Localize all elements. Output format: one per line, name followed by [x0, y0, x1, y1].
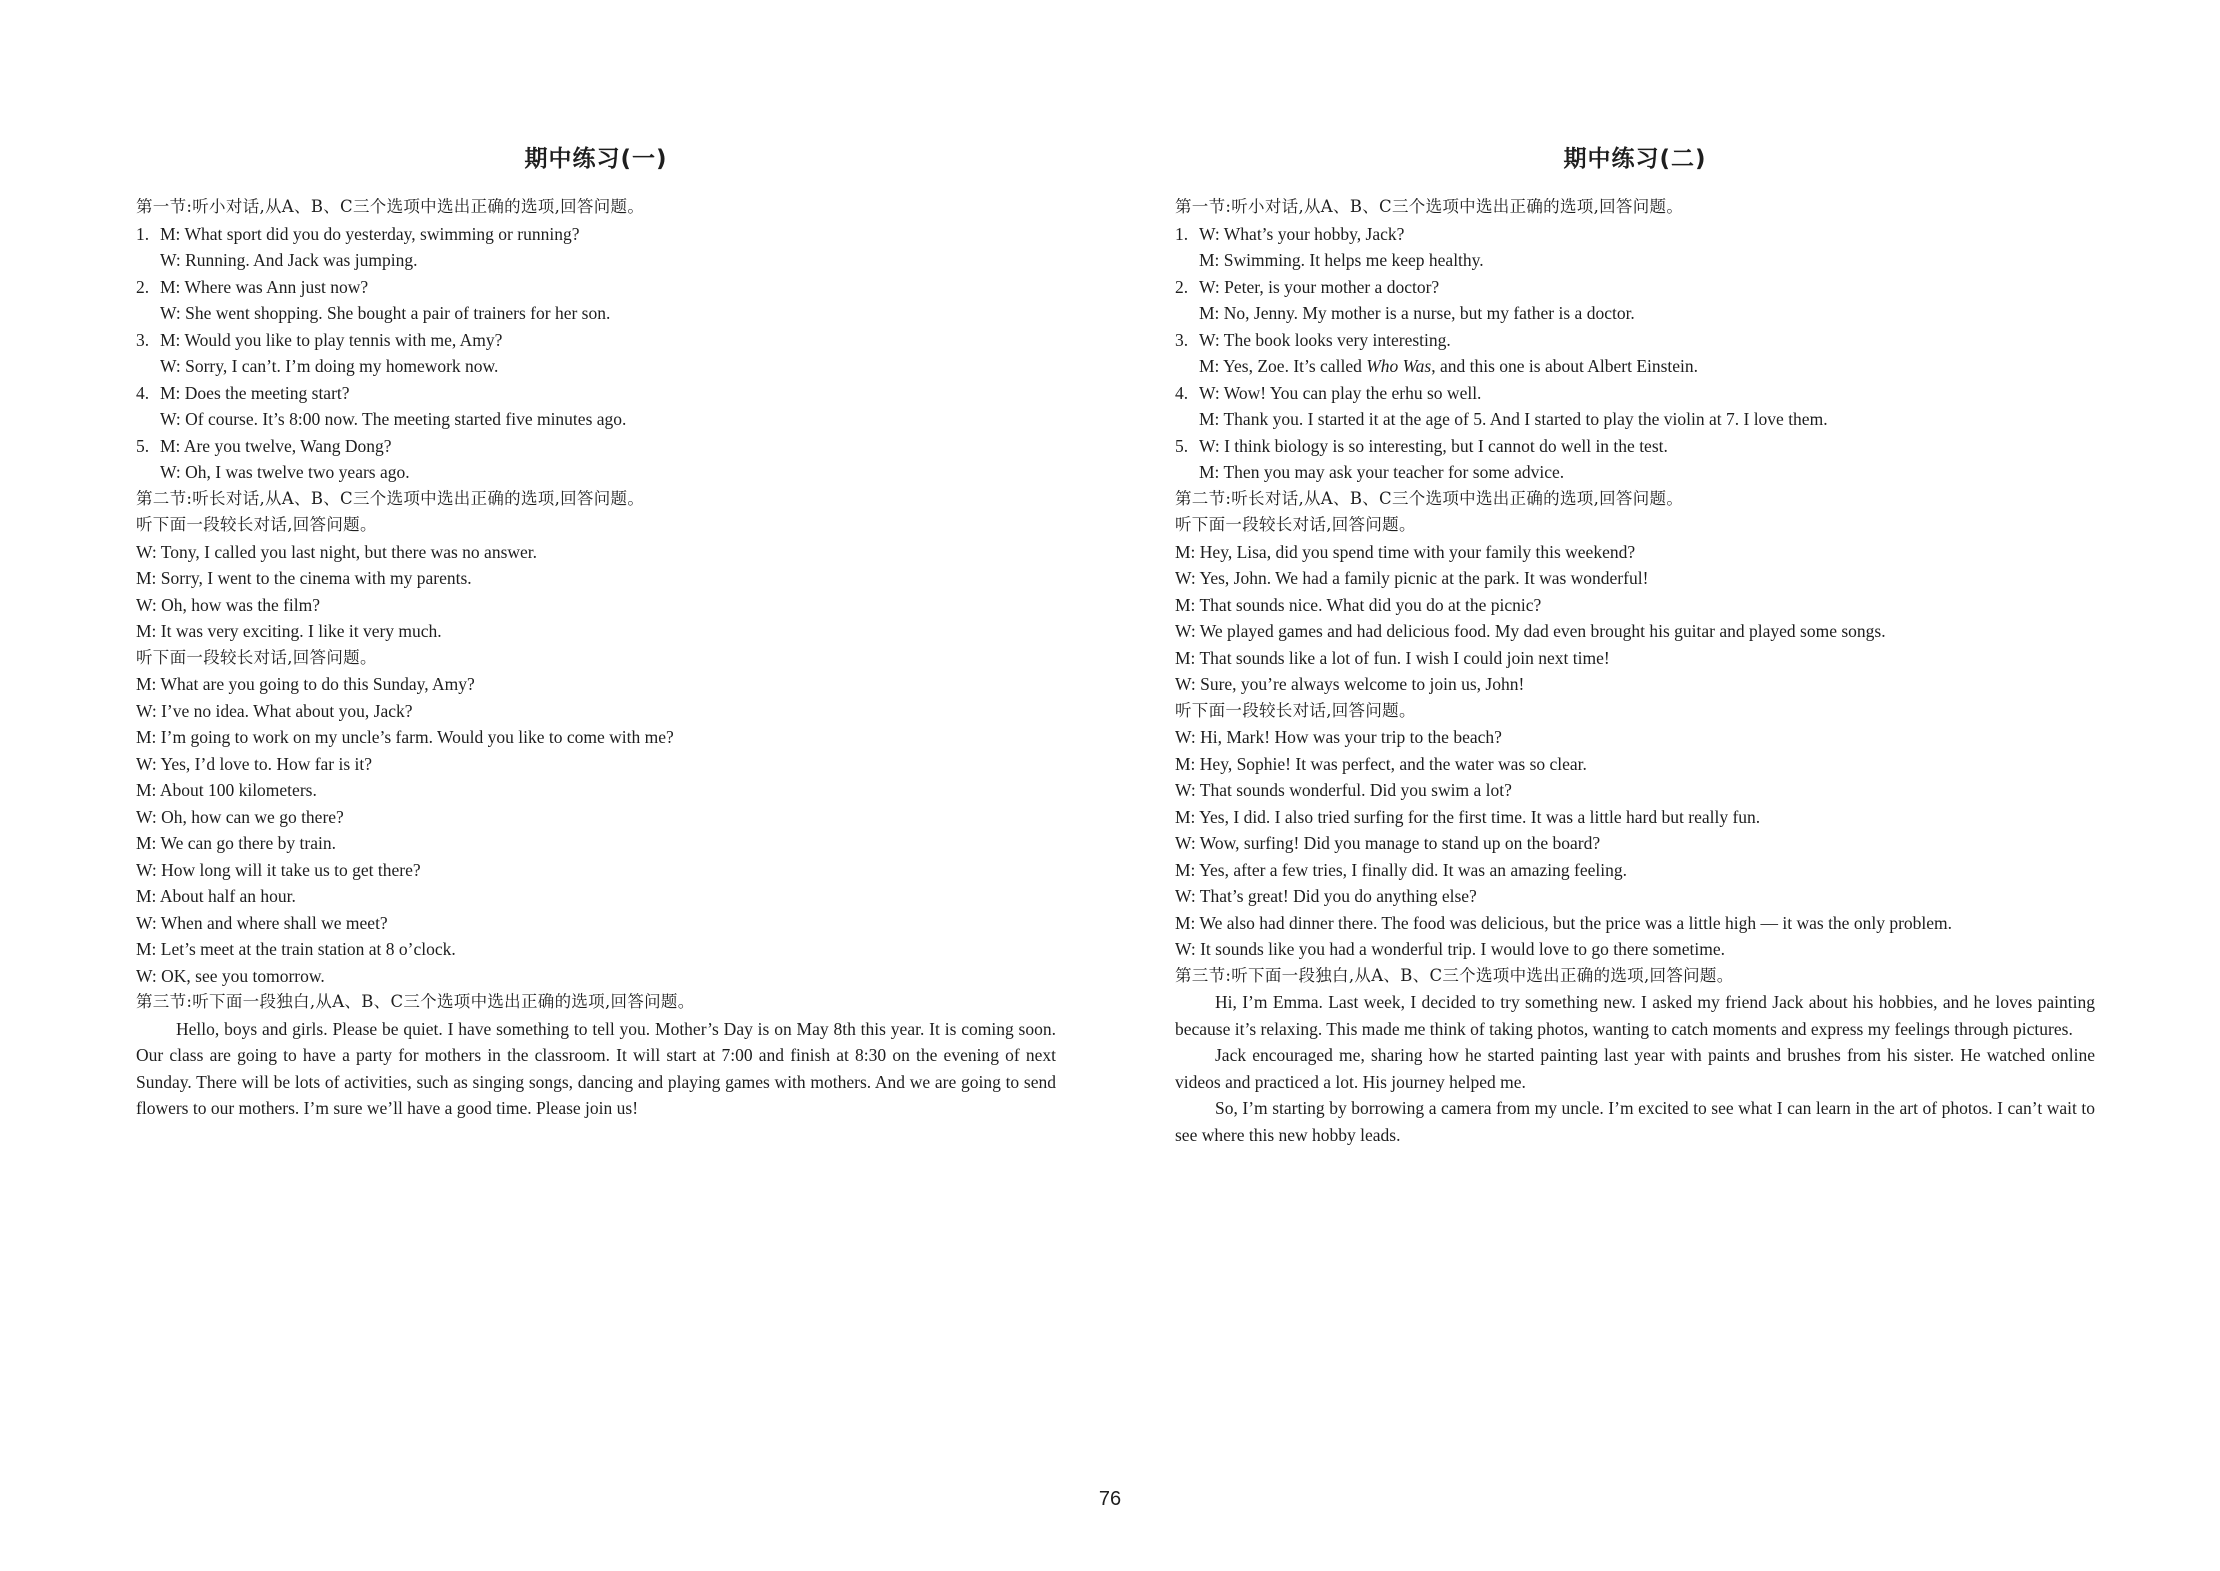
right-question-3: [1175, 327, 2095, 380]
answer-line: W: Oh, I was twelve two years ago.: [160, 462, 410, 482]
left-question-4: [136, 380, 1056, 433]
question-number: 3.: [136, 329, 150, 350]
page-number: 76: [1098, 1488, 1122, 1510]
monologue-paragraph: So, I’m starting by borrowing a camera from my uncle. I’m excited to see what I can learn in the art of photos. I can’t wait to see where this new hobby leads.: [1175, 1098, 2095, 1145]
right-content: [1175, 194, 2095, 1148]
dialog-line: W: That sounds wonderful. Did you swim a lot?: [1175, 780, 1512, 800]
right-question-2: [1175, 274, 2095, 327]
dialog-line: W: When and where shall we meet?: [136, 912, 388, 933]
question-line: M: Where was Ann just now?: [160, 276, 369, 297]
left-dialog-1-intro: 听下面一段较长对话,回答问题。: [136, 515, 377, 534]
answer-text-post: , and this one is about Albert Einstein.: [1431, 356, 1699, 376]
left-content: [136, 194, 1056, 1122]
answer-line: M: Thank you. I started it at the age of 5. And I started to play the violin at 7. I love them.: [1199, 409, 1828, 429]
answer-line: [1175, 353, 2095, 380]
question-number: 3.: [1175, 329, 1189, 350]
left-dialog-2-intro: 听下面一段较长对话,回答问题。: [136, 647, 377, 667]
left-title: 期中练习(一): [524, 146, 668, 172]
dialog-line: M: Let’s meet at the train station at 8 o’clock.: [136, 939, 456, 959]
question-line: M: Are you twelve, Wang Dong?: [160, 435, 392, 456]
right-section-2-heading: 第二节:听长对话,从A、B、C三个选项中选出正确的选项,回答问题。: [1175, 488, 1684, 508]
dialog-line: W: We played games and had delicious food. My dad even brought his guitar and played some songs.: [1175, 621, 1886, 641]
question-line: M: What sport did you do yesterday, swimming or running?: [160, 223, 580, 244]
question-number: 4.: [1175, 382, 1189, 403]
left-question-2: [136, 274, 1056, 327]
question-line: W: Peter, is your mother a doctor?: [1199, 276, 1440, 297]
monologue-paragraph: Hi, I’m Emma. Last week, I decided to try something new. I asked my friend Jack about his hobbies, and he loves painting because it’s relaxing. This made me think of taking photos, wanting to catch moments and express my feelings through pictures.: [1175, 992, 2095, 1039]
dialog-line: W: How long will it take us to get there?: [136, 859, 421, 880]
left-section-2-heading: 第二节:听长对话,从A、B、C三个选项中选出正确的选项,回答问题。: [136, 488, 645, 508]
left-section-1-heading: 第一节:听小对话,从A、B、C三个选项中选出正确的选项,回答问题。: [136, 197, 645, 216]
right-section-3-heading: 第三节:听下面一段独白,从A、B、C三个选项中选出正确的选项,回答问题。: [1175, 965, 1734, 985]
dialog-line: M: About half an hour.: [136, 886, 296, 906]
answer-text-pre: M: Yes, Zoe. It’s called: [1199, 356, 1367, 376]
question-line: W: What’s your hobby, Jack?: [1199, 223, 1405, 244]
question-line: M: Would you like to play tennis with me, Amy?: [160, 329, 503, 350]
dialog-line: M: Yes, after a few tries, I finally did. It was an amazing feeling.: [1175, 859, 1627, 880]
dialog-line: W: Wow, surfing! Did you manage to stand up on the board?: [1175, 833, 1601, 853]
dialog-line: M: It was very exciting. I like it very much.: [136, 621, 442, 641]
question-line: M: Does the meeting start?: [160, 382, 350, 403]
dialog-line: W: Tony, I called you last night, but there was no answer.: [136, 541, 538, 562]
question-number: 2.: [1175, 276, 1189, 297]
monologue-paragraph: Hello, boys and girls. Please be quiet. I have something to tell you. Mother’s Day is on May 8th this year. It is coming soon. Our class are going to have a party for mothers in the classroom. It will start at 7:00 and finish at 8:30 on the evening of next Sunday. There will be lots of activities, such as singing songs, dancing and playing games with mothers. And we are going to send flowers to our mothers. I’m sure we’ll have a good time. Please join us!: [136, 1018, 1056, 1118]
left-question-1: [136, 221, 1056, 274]
right-section-1-heading: 第一节:听小对话,从A、B、C三个选项中选出正确的选项,回答问题。: [1175, 197, 1684, 216]
dialog-line: W: That’s great! Did you do anything else?: [1175, 886, 1477, 906]
dialog-line: W: Yes, John. We had a family picnic at the park. It was wonderful!: [1175, 568, 1649, 588]
question-line: W: Wow! You can play the erhu so well.: [1199, 382, 1482, 403]
monologue-paragraph: Jack encouraged me, sharing how he started painting last year with paints and brushes from his sister. He watched online videos and practiced a lot. His journey helped me.: [1175, 1045, 2095, 1092]
right-title: 期中练习(二): [1563, 146, 1707, 172]
left-question-3: [136, 327, 1056, 380]
answer-line: W: Sorry, I can’t. I’m doing my homework now.: [160, 356, 499, 376]
right-dialog-1-intro: 听下面一段较长对话,回答问题。: [1175, 515, 1416, 534]
question-number: 4.: [136, 382, 150, 403]
question-number: 2.: [136, 276, 150, 297]
dialog-line: M: Yes, I did. I also tried surfing for the first time. It was a little hard but really fun.: [1175, 806, 1761, 827]
dialog-line: M: That sounds like a lot of fun. I wish I could join next time!: [1175, 647, 1610, 668]
dialog-line: W: Sure, you’re always welcome to join us, John!: [1175, 674, 1525, 694]
question-number: 5.: [136, 435, 150, 456]
book-title: Who Was: [1366, 356, 1432, 376]
dialog-line: W: OK, see you tomorrow.: [136, 965, 325, 986]
answer-line: M: Swimming. It helps me keep healthy.: [1199, 250, 1484, 270]
left-column: [136, 140, 1056, 1122]
answer-line: M: No, Jenny. My mother is a nurse, but my father is a doctor.: [1199, 303, 1635, 323]
answer-line: W: Of course. It’s 8:00 now. The meeting started five minutes ago.: [160, 409, 627, 429]
question-line: W: The book looks very interesting.: [1199, 329, 1451, 350]
dialog-line: M: Hey, Lisa, did you spend time with your family this weekend?: [1175, 541, 1636, 562]
dialog-line: W: Hi, Mark! How was your trip to the beach?: [1175, 727, 1502, 747]
right-question-1: [1175, 221, 2095, 274]
dialog-line: M: About 100 kilometers.: [136, 780, 317, 800]
dialog-line: W: Oh, how can we go there?: [136, 806, 344, 827]
dialog-line: M: Sorry, I went to the cinema with my parents.: [136, 568, 472, 588]
dialog-line: W: It sounds like you had a wonderful trip. I would love to go there sometime.: [1175, 939, 1726, 959]
question-line: W: I think biology is so interesting, but I cannot do well in the test.: [1199, 435, 1668, 456]
right-column: [1175, 140, 2095, 1148]
right-dialog-2-intro: 听下面一段较长对话,回答问题。: [1175, 700, 1416, 720]
right-question-4: [1175, 380, 2095, 433]
answer-line: W: Running. And Jack was jumping.: [160, 250, 418, 270]
dialog-line: M: That sounds nice. What did you do at the picnic?: [1175, 594, 1542, 615]
dialog-line: M: What are you going to do this Sunday, Amy?: [136, 674, 475, 694]
answer-line: M: Then you may ask your teacher for some advice.: [1199, 462, 1565, 482]
dialog-line: M: Hey, Sophie! It was perfect, and the water was so clear.: [1175, 753, 1587, 774]
right-question-5: [1175, 433, 2095, 486]
dialog-line: M: We also had dinner there. The food was delicious, but the price was a little high — it was the only problem.: [1175, 912, 1953, 933]
dialog-line: M: We can go there by train.: [136, 833, 336, 853]
question-number: 1.: [136, 223, 150, 244]
question-number: 1.: [1175, 223, 1189, 244]
dialog-line: M: I’m going to work on my uncle’s farm. Would you like to come with me?: [136, 727, 674, 747]
left-question-5: [136, 433, 1056, 486]
dialog-line: W: Yes, I’d love to. How far is it?: [136, 753, 373, 774]
left-section-3-heading: 第三节:听下面一段独白,从A、B、C三个选项中选出正确的选项,回答问题。: [136, 992, 695, 1011]
dialog-line: W: I’ve no idea. What about you, Jack?: [136, 700, 413, 721]
answer-line: W: She went shopping. She bought a pair of trainers for her son.: [160, 303, 611, 323]
dialog-line: W: Oh, how was the film?: [136, 594, 321, 615]
question-number: 5.: [1175, 435, 1189, 456]
